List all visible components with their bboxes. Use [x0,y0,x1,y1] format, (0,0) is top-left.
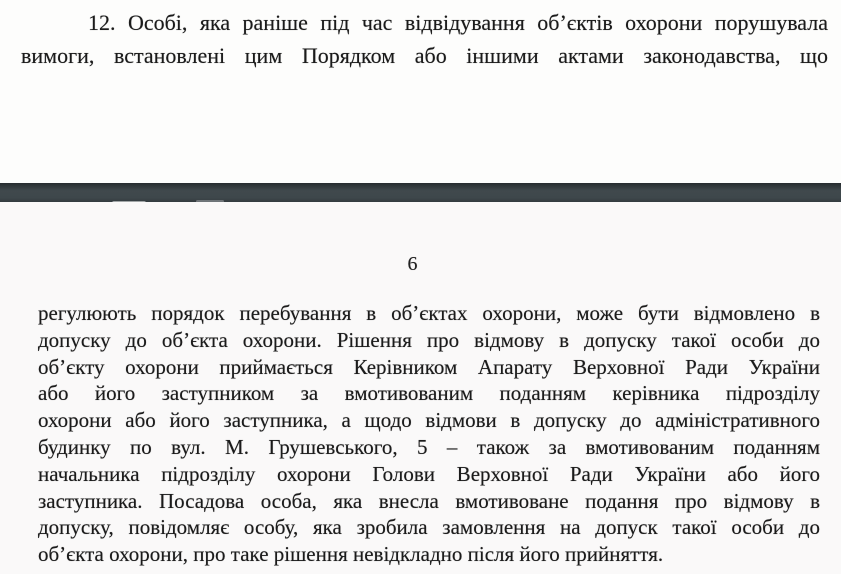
text-line: будинку по вул. М. Грушевського, 5 – також за вмотивованим поданням [38,434,820,459]
page-six [0,202,841,574]
text-line: об’єкту охорони приймається Керівником Апарату Верховної Ради України [38,354,820,379]
text-line: вимоги, встановлені цим Порядком або іншими актами законодавства, що [21,42,828,68]
page-previous-bottom [0,0,841,183]
text-line: або його заступником за вмотивованим поданням керівника підрозділу [38,381,820,406]
text-line: начальника підрозділу охорони Голови Верховної Ради України або його [38,461,820,486]
paragraph-body [38,300,820,568]
text-line: охорони або його заступника, а щодо відмови в допуску до адміністративного [38,408,820,433]
text-line: об’єкта охорони, про таке рішення невідкладно після його прийняття. [38,542,664,567]
text-line: заступника. Посадова особа, яка внесла вмотивоване подання про відмову в [38,488,820,513]
page-number: 6 [407,253,418,275]
text-line: 12. Особі, яка раніше під час відвідування об’єктів охорони порушувала [88,10,828,35]
paragraph-12 [0,0,841,72]
text-line: допуску до об’єкта охорони. Рішення про відмову в допуску такої особи до [38,327,820,352]
page-gap-separator [0,183,841,202]
text-line: регулюють порядок перебування в об’єктах охорони, може бути відмовлено в [38,301,820,325]
text-line: допуску, повідомляє особу, яка зробила замовлення на допуск такої особи до [38,515,820,540]
